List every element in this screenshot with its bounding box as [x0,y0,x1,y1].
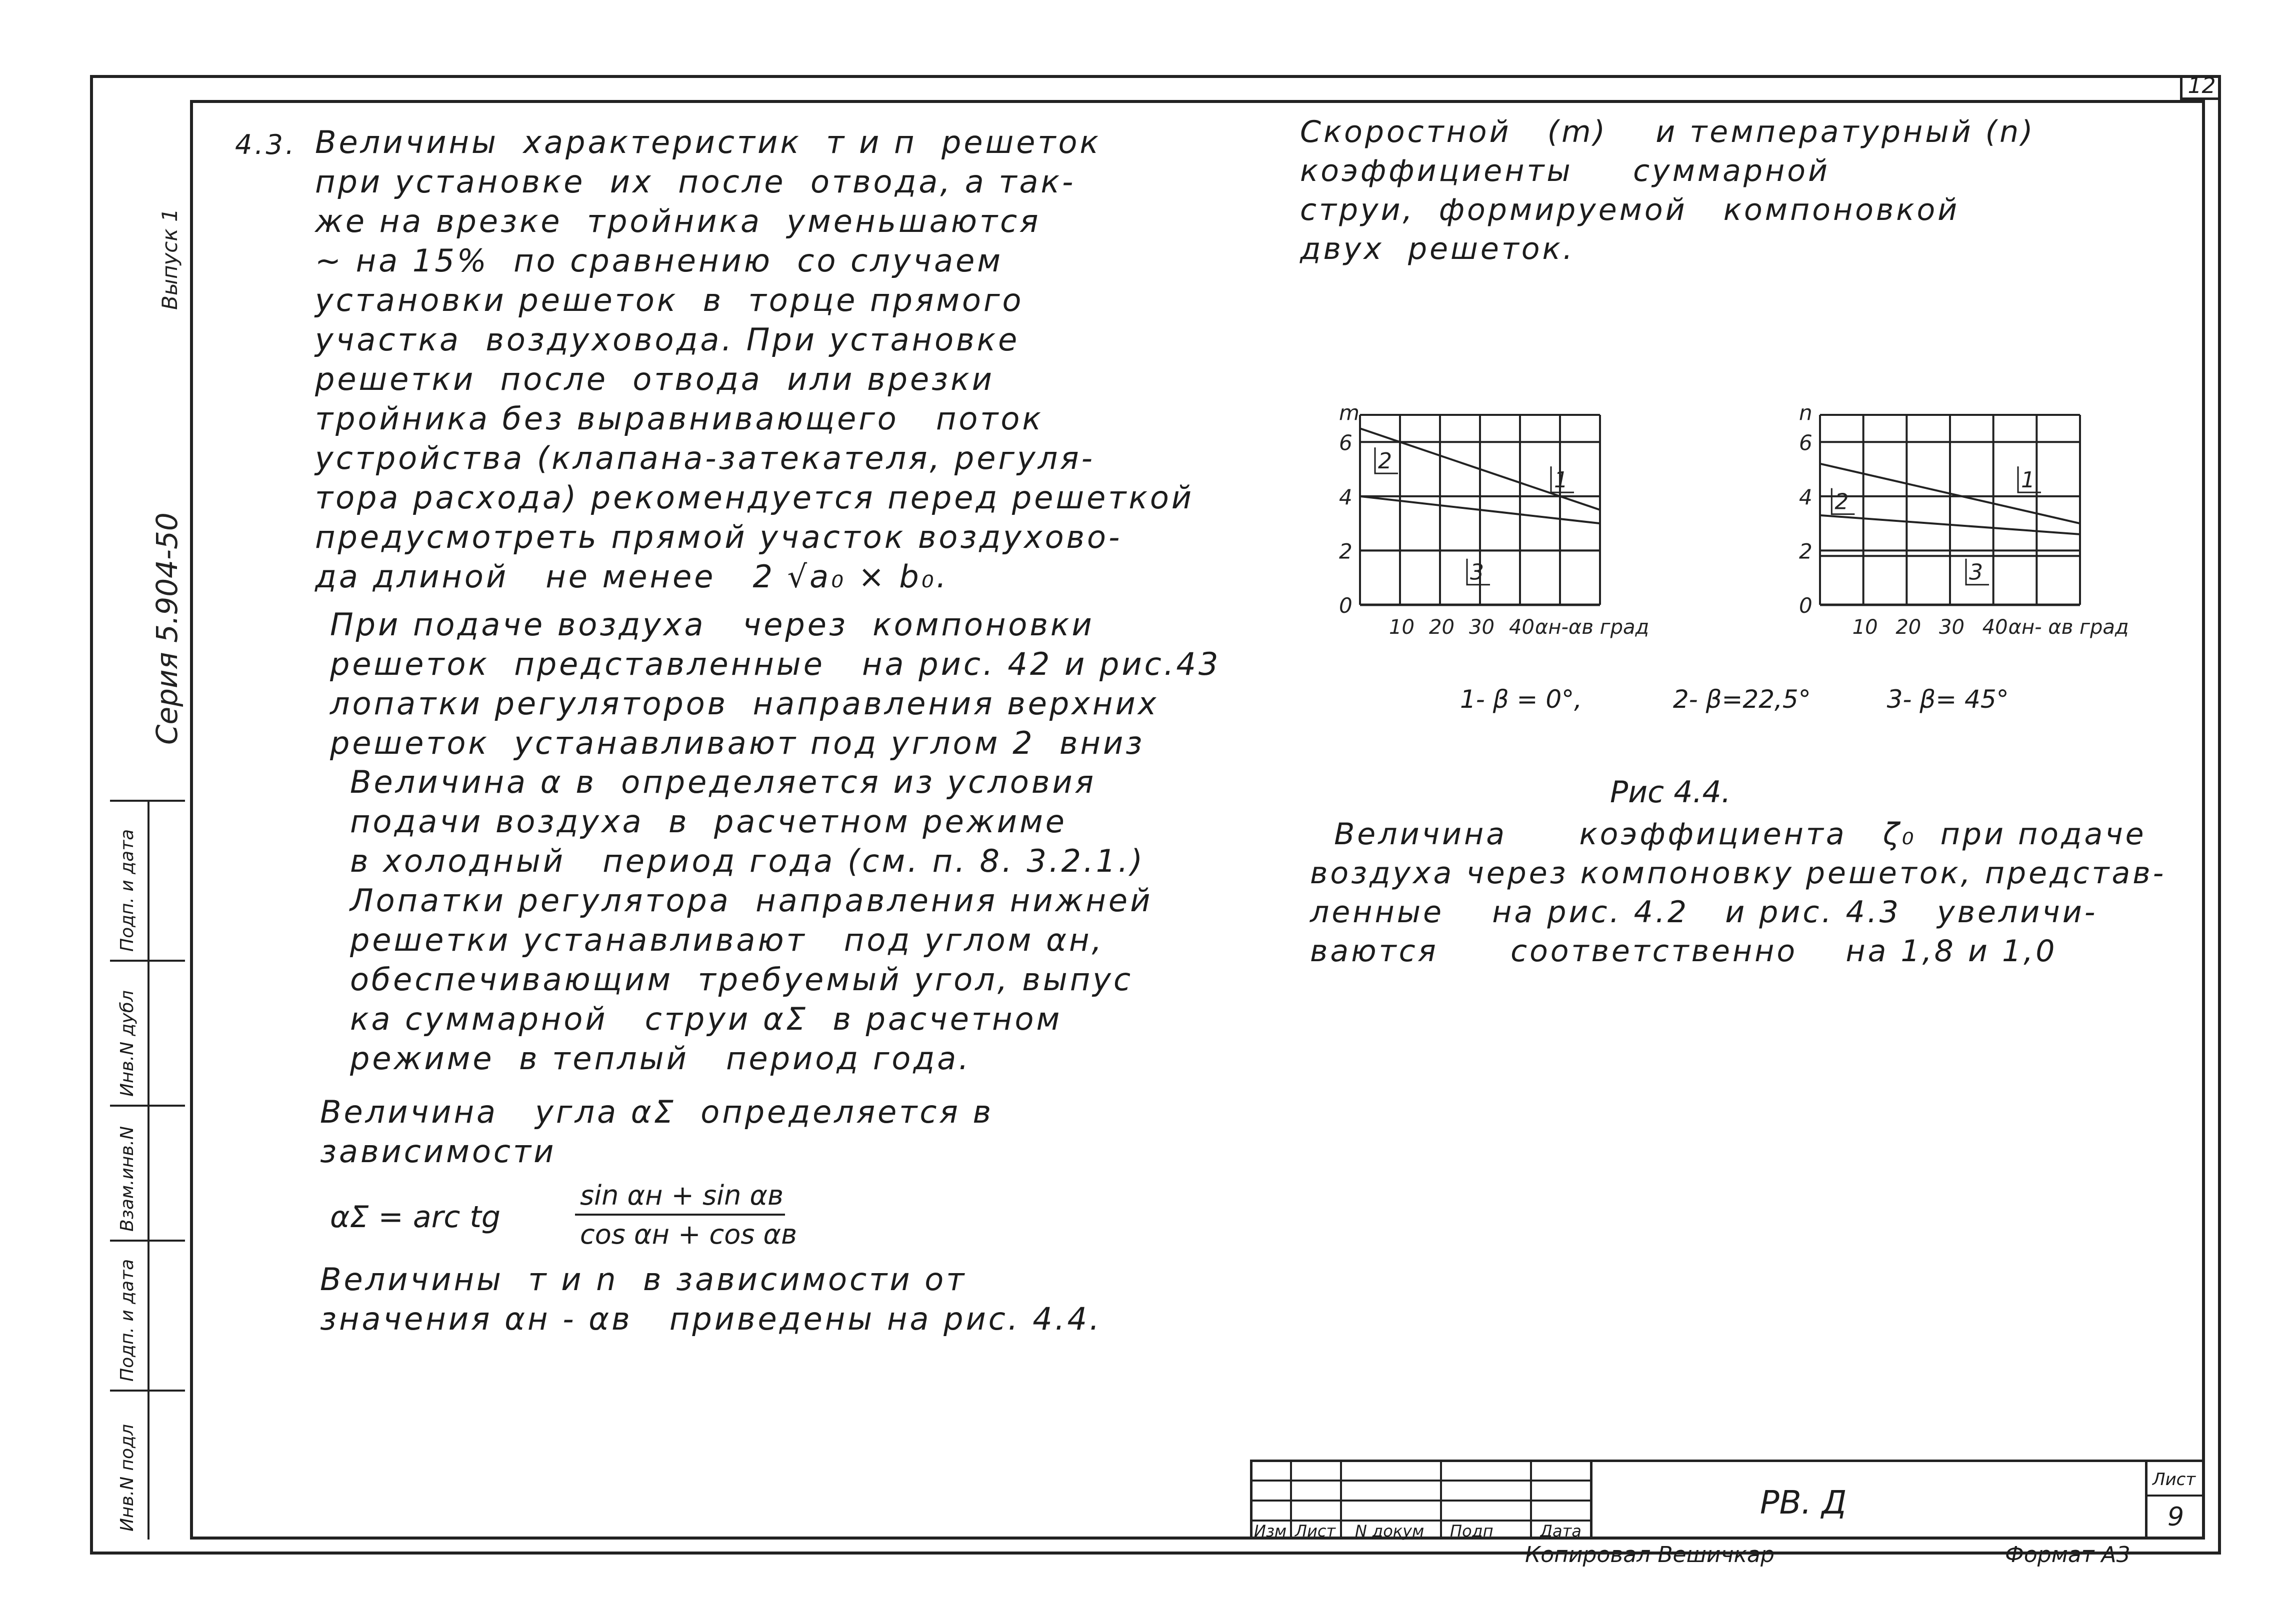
curve-label: 2 [1378,448,1392,474]
paragraph-2: При подаче воздуха через компоновки решеток представленные на рис. 42 и рис.43 лопатки регуляторов направления верхних решеток устанавливают под углом 2 вниз [330,606,1221,761]
right-intro: Скоростной (m) и температурный (n) коэффициенты суммарной струи, формируемой компоновкой двух решеток. [1300,114,2036,266]
tb-line [2145,1495,2205,1497]
y-axis-label: n [1799,400,1812,425]
tb-line [1250,1500,1590,1502]
tb-line [1590,1460,1592,1540]
strip-label: Подп. и дата [117,1259,138,1382]
tb-label-sign: Подп [1450,1522,1494,1541]
strip-cell [110,1105,185,1240]
tb-label-doc: N докум [1355,1522,1424,1541]
format-label: Формат А3 [2005,1542,2130,1568]
chart-n [1785,395,2195,645]
document-designation: РВ. Д [1760,1485,1847,1522]
tb-line [1530,1460,1532,1540]
tb-line [1250,1480,1590,1482]
x-tick-label: 10 [1852,616,1878,639]
formula-denominator: cos αн + cos αв [580,1219,797,1250]
strip-label: Инв.N дубл [117,990,138,1097]
y-tick-label: 6 [1339,430,1352,455]
y-tick-label: 0 [1799,593,1812,618]
sheet-number: 9 [2168,1502,2184,1532]
x-axis-label: αн- αв град [2008,616,2129,639]
figure-caption: Рис 4.4. [1610,775,1731,810]
curve-label: 1 [2021,467,2035,493]
x-tick-label: 30 [1939,616,1964,639]
strip-label: Взам.инв.N [117,1126,138,1232]
legend-item: 2- β=22,5° [1672,685,1811,714]
curve-label: 2 [1834,489,1849,515]
series-label: Серия 5.904-50 [150,512,184,745]
y-tick-label: 2 [1799,539,1812,564]
chart-m [1325,395,1715,645]
y-tick-label: 4 [1339,484,1352,509]
closing-paragraph: Величины т и n в зависимости от значения αн - αв приведены на рис. 4.4. [320,1261,1102,1337]
corner-sheet-number: 12 [2180,75,2221,100]
chart-legend [1460,685,2009,714]
paragraph-3: Величина α в определяется из условия подачи воздуха в расчетном режиме в холодный период года (см. п. 8. 3.2.1.) Лопатки регулятора направления нижней решетки устанавливают под углом αн, обеспечивающим требуемый угол, выпус ка суммарной струи αΣ в расчетном режиме в теплый период года. [350,764,1153,1077]
section-number: 4.3. [235,129,297,160]
tb-line [1340,1460,1342,1540]
y-tick-label: 0 [1339,593,1352,618]
strip-label: Инв.N подл [117,1424,138,1532]
curve-label: 1 [1554,467,1568,493]
left-stamp-strip [110,800,185,1540]
strip-cell [110,960,185,1105]
x-tick-label: 30 [1469,616,1494,639]
tb-line [1250,1460,2205,1462]
x-tick-label: 40 [1509,616,1534,639]
right-closing: Величина коэффициента ζ₀ при подаче воздуха через компоновку решеток, представ- ленные на рис. 4.2 и рис. 4.3 увеличи- ваются соответственно на 1,8 и 1,0 [1310,817,2166,969]
paragraph-1: Величины характеристик т и п решеток при установке их после отвода, а так- же на врезке тройника уменьшаются ~ на 15% по сравнению со случаем установки решеток в торце прямого участка воздуховода. При установке решетки после отвода или врезки тройника без выравнивающего поток устройства (клапана-затекателя, регуля- тора расхода) рекомендуется перед решеткой предусмотреть прямой участок воздухово- да длиной не менее 2 √a₀ × b₀. [315,124,1194,595]
fraction-bar [575,1214,785,1216]
issue-label: Выпуск 1 [158,208,182,310]
formula-lhs: αΣ = arc tg [330,1200,500,1235]
formula [330,1180,880,1255]
tb-label-date: Дата [1540,1522,1582,1541]
x-axis-label: αн-αв град [1535,616,1650,639]
strip-cell [110,800,185,960]
copied-by: Копировал Вешичкар [1525,1542,1774,1568]
strip-cell [110,1390,185,1540]
formula-numerator: sin αн + sin αв [580,1180,784,1211]
legend-item: 3- β= 45° [1886,685,2009,714]
strip-label: Подп. и дата [117,829,138,952]
curve-label: 3 [1969,559,1983,585]
tb-label-list: Лист [1295,1522,1336,1541]
y-tick-label: 6 [1799,430,1812,455]
tb-line [1290,1460,1292,1540]
legend-item: 1- β = 0°, [1460,685,1582,714]
x-tick-label: 40 [1982,616,2008,639]
x-tick-label: 20 [1429,616,1454,639]
paragraph-4: Величина угла αΣ определяется в зависимости [320,1094,994,1170]
x-tick-label: 20 [1896,616,1922,639]
tb-label-izm: Изм [1254,1522,1287,1541]
y-tick-label: 4 [1799,484,1812,509]
curve-label: 3 [1470,559,1484,585]
x-tick-label: 10 [1389,616,1414,639]
sheet-label: Лист [2152,1470,2196,1490]
y-axis-label: m [1339,400,1360,425]
tb-line [2145,1460,2148,1540]
title-block [1250,1460,2205,1540]
y-tick-label: 2 [1339,539,1352,564]
strip-cell [110,1240,185,1390]
tb-line [1440,1460,1442,1540]
